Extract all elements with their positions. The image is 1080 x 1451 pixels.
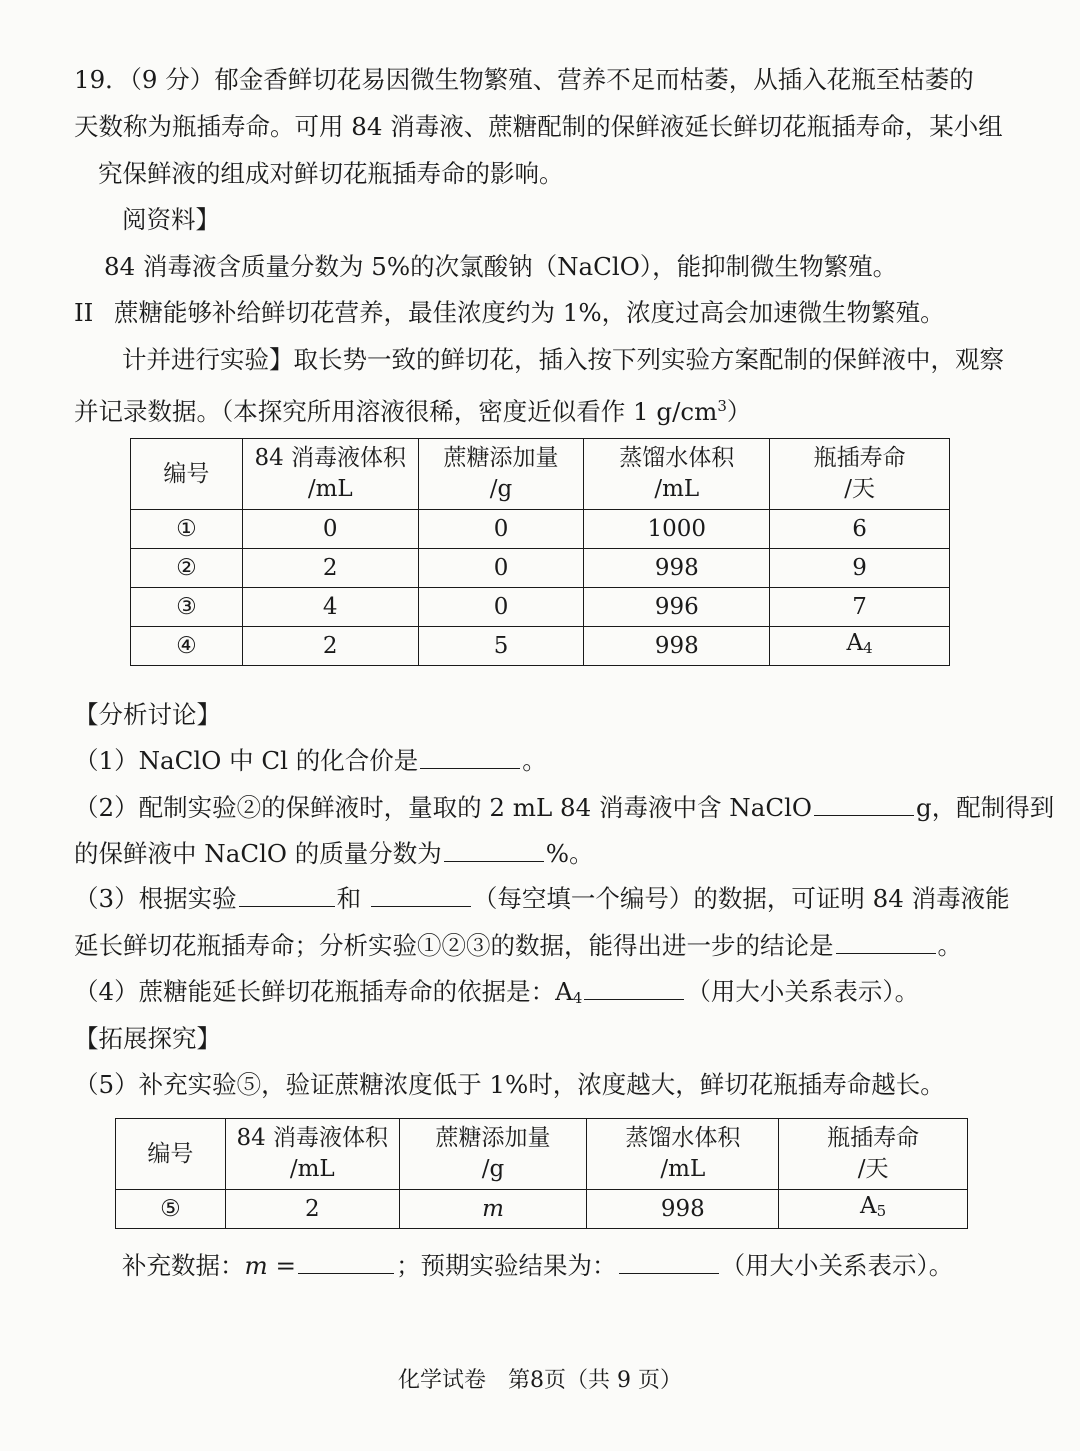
answer-blank[interactable] bbox=[814, 791, 914, 816]
analysis-q3-line-2: 延长鲜切花瓶插寿命；分析实验①②③的数据，能得出进一步的结论是 。 bbox=[74, 931, 962, 960]
answer-blank[interactable] bbox=[239, 882, 335, 907]
table-row bbox=[116, 1190, 968, 1229]
supplement-line: 补充数据：m = ；预期实验结果为： （用大小关系表示）。 bbox=[122, 1251, 954, 1280]
table-cell: m bbox=[399, 1190, 587, 1229]
table-row bbox=[131, 510, 950, 549]
experiment-line-2 bbox=[74, 389, 1014, 429]
table-cell: $A_5$ bbox=[779, 1190, 968, 1229]
page-footer: 化学试卷 第8页（共 9 页） bbox=[398, 1368, 682, 1393]
question-line-1: 19．（9 分）郁金香鲜切花易因微生物繁殖、营养不足而枯萎，从插入花瓶至枯萎的 bbox=[74, 65, 974, 94]
analysis-q2-line-2: 的保鲜液中 NaClO 的质量分数为 %。 bbox=[74, 839, 594, 868]
analysis-q3-line-1: （3）根据实验 和 （每空填一个编号）的数据，可证明 84 消毒液能 bbox=[74, 884, 1010, 913]
table-cell: ② bbox=[131, 549, 243, 588]
experiment-table-1 bbox=[130, 438, 950, 666]
answer-blank[interactable] bbox=[371, 882, 471, 907]
table-cell: 0 bbox=[418, 588, 584, 627]
table-cell: ⑤ bbox=[116, 1190, 226, 1229]
extension-q5: （5）补充实验⑤，验证蔗糖浓度低于 1%时，浓度越大，鲜切花瓶插寿命越长。 bbox=[74, 1070, 945, 1099]
table-header-cell: 蒸馏水体积 /mL bbox=[587, 1119, 779, 1190]
table-cell: 996 bbox=[584, 588, 770, 627]
table-cell: $A_4$ bbox=[770, 627, 950, 666]
materials-item-1: 84 消毒液含质量分数为 5%的次氯酸钠（NaClO），能抑制微生物繁殖。 bbox=[104, 252, 898, 281]
materials-heading: 阅资料】 bbox=[122, 205, 220, 234]
analysis-q1: （1）NaClO 中 Cl 的化合价是 。 bbox=[74, 746, 547, 775]
table-cell: 0 bbox=[242, 510, 418, 549]
experiment-table-2 bbox=[115, 1118, 968, 1229]
answer-blank[interactable] bbox=[298, 1249, 394, 1274]
analysis-heading: 【分析讨论】 bbox=[74, 700, 221, 729]
table-header-cell: 84 消毒液体积 /mL bbox=[242, 439, 418, 510]
table-header-cell: 蔗糖添加量 /g bbox=[418, 439, 584, 510]
table-header-cell: 蒸馏水体积 /mL bbox=[584, 439, 770, 510]
table-header-cell: 瓶插寿命 /天 bbox=[779, 1119, 968, 1190]
table-cell: 5 bbox=[418, 627, 584, 666]
experiment-line-2-text: 并记录数据。（本探究所用溶液很稀，密度近似看作 1 g/cm bbox=[74, 397, 718, 426]
cm3-superscript: 3 bbox=[717, 397, 727, 415]
table-cell: 0 bbox=[418, 549, 584, 588]
materials-item-2-marker: II bbox=[74, 298, 94, 327]
analysis-q4: （4）蔗糖能延长鲜切花瓶插寿命的依据是：$A_4$ （用大小关系表示）。 bbox=[74, 977, 920, 1007]
table-cell: 9 bbox=[770, 549, 950, 588]
table-cell: 2 bbox=[242, 549, 418, 588]
table-header-cell: 蔗糖添加量 /g bbox=[399, 1119, 587, 1190]
table-header-cell: 84 消毒液体积 /mL bbox=[225, 1119, 399, 1190]
experiment-line-1: 计并进行实验】取长势一致的鲜切花，插入按下列实验方案配制的保鲜液中，观察 bbox=[122, 345, 1004, 374]
table-cell: ④ bbox=[131, 627, 243, 666]
answer-blank[interactable] bbox=[619, 1249, 719, 1274]
analysis-q2-line-1: （2）配制实验②的保鲜液时，量取的 2 mL 84 消毒液中含 NaClO g，配制得到 bbox=[74, 793, 1055, 822]
answer-blank[interactable] bbox=[584, 975, 684, 1000]
table-cell: 4 bbox=[242, 588, 418, 627]
table-cell: ① bbox=[131, 510, 243, 549]
table-row bbox=[131, 627, 950, 666]
table-cell: 998 bbox=[584, 549, 770, 588]
table-header-cell: 编号 bbox=[116, 1119, 226, 1190]
table-cell: 6 bbox=[770, 510, 950, 549]
answer-blank[interactable] bbox=[836, 929, 936, 954]
answer-blank[interactable] bbox=[444, 837, 544, 862]
table-header-row bbox=[131, 439, 950, 510]
table-cell: 7 bbox=[770, 588, 950, 627]
experiment-line-2-end: ） bbox=[726, 397, 752, 426]
table-cell: 2 bbox=[242, 627, 418, 666]
table-header-row bbox=[116, 1119, 968, 1190]
table-row bbox=[131, 588, 950, 627]
question-line-2: 天数称为瓶插寿命。可用 84 消毒液、蔗糖配制的保鲜液延长鲜切花瓶插寿命，某小组 bbox=[74, 112, 1003, 141]
table-cell: 2 bbox=[225, 1190, 399, 1229]
table-cell: ③ bbox=[131, 588, 243, 627]
table-row bbox=[131, 549, 950, 588]
question-line-3: 究保鲜液的组成对鲜切花瓶插寿命的影响。 bbox=[98, 159, 564, 188]
table-header-cell: 瓶插寿命 /天 bbox=[770, 439, 950, 510]
table-cell: 0 bbox=[418, 510, 584, 549]
table-cell: 998 bbox=[587, 1190, 779, 1229]
materials-item-2: 蔗糖能够补给鲜切花营养，最佳浓度约为 1%，浓度过高会加速微生物繁殖。 bbox=[114, 298, 945, 327]
table-cell: 1000 bbox=[584, 510, 770, 549]
answer-blank[interactable] bbox=[420, 744, 520, 769]
table-cell: 998 bbox=[584, 627, 770, 666]
extension-heading: 【拓展探究】 bbox=[74, 1024, 221, 1053]
table-header-cell: 编号 bbox=[131, 439, 243, 510]
